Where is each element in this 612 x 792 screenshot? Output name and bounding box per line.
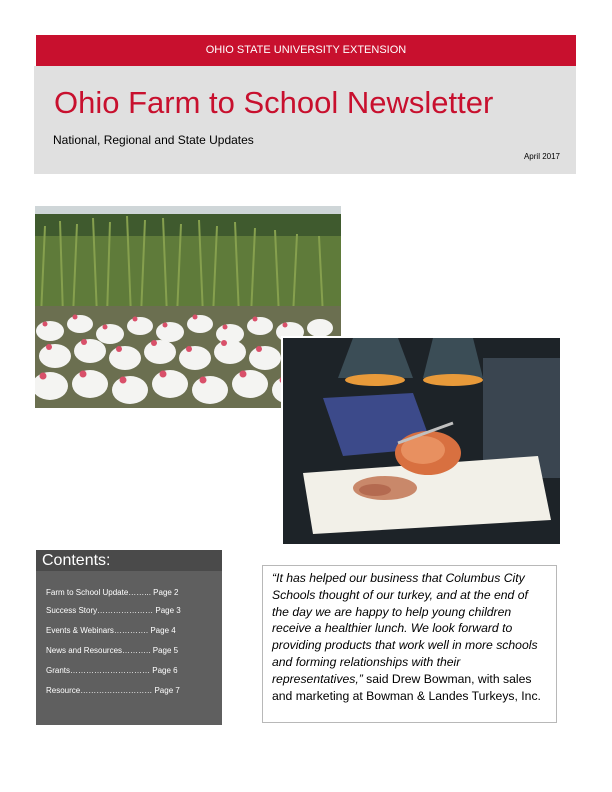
issue-date: April 2017 <box>523 152 560 161</box>
quote-attribution: said Drew Bowman, with sales and marketing at Bowman & Landes Turkeys, Inc. <box>272 671 541 703</box>
contents-item: Success Story………………… Page 3 <box>46 606 181 615</box>
contents-item: Grants………………………… Page 6 <box>46 666 178 675</box>
org-name: OHIO STATE UNIVERSITY EXTENSION <box>205 44 407 56</box>
turkey-carving-photo <box>281 336 560 544</box>
org-banner <box>36 35 576 66</box>
quote-text: “It has helped our business that Columbus City Schools thought of our turkey, and at the end of the day we are happy to help young children receive a healthier lunch. We look forward to providing products that work well in more schools and forming relationships with their representatives,” <box>272 571 538 686</box>
contents-item: News and Resources……….. Page 5 <box>46 646 179 655</box>
contents-item: Events & Webinars…………. Page 4 <box>46 626 176 635</box>
newsletter-title: Ohio Farm to School Newsletter <box>54 85 494 120</box>
contents-title: Contents: <box>36 550 222 571</box>
contents-item: Farm to School Update……... Page 2 <box>46 588 179 597</box>
newsletter-subtitle: National, Regional and State Updates <box>53 133 254 147</box>
pull-quote <box>262 565 557 723</box>
contents-panel <box>36 550 222 725</box>
header <box>34 66 576 174</box>
contents-item: Resource……………………… Page 7 <box>46 686 180 695</box>
